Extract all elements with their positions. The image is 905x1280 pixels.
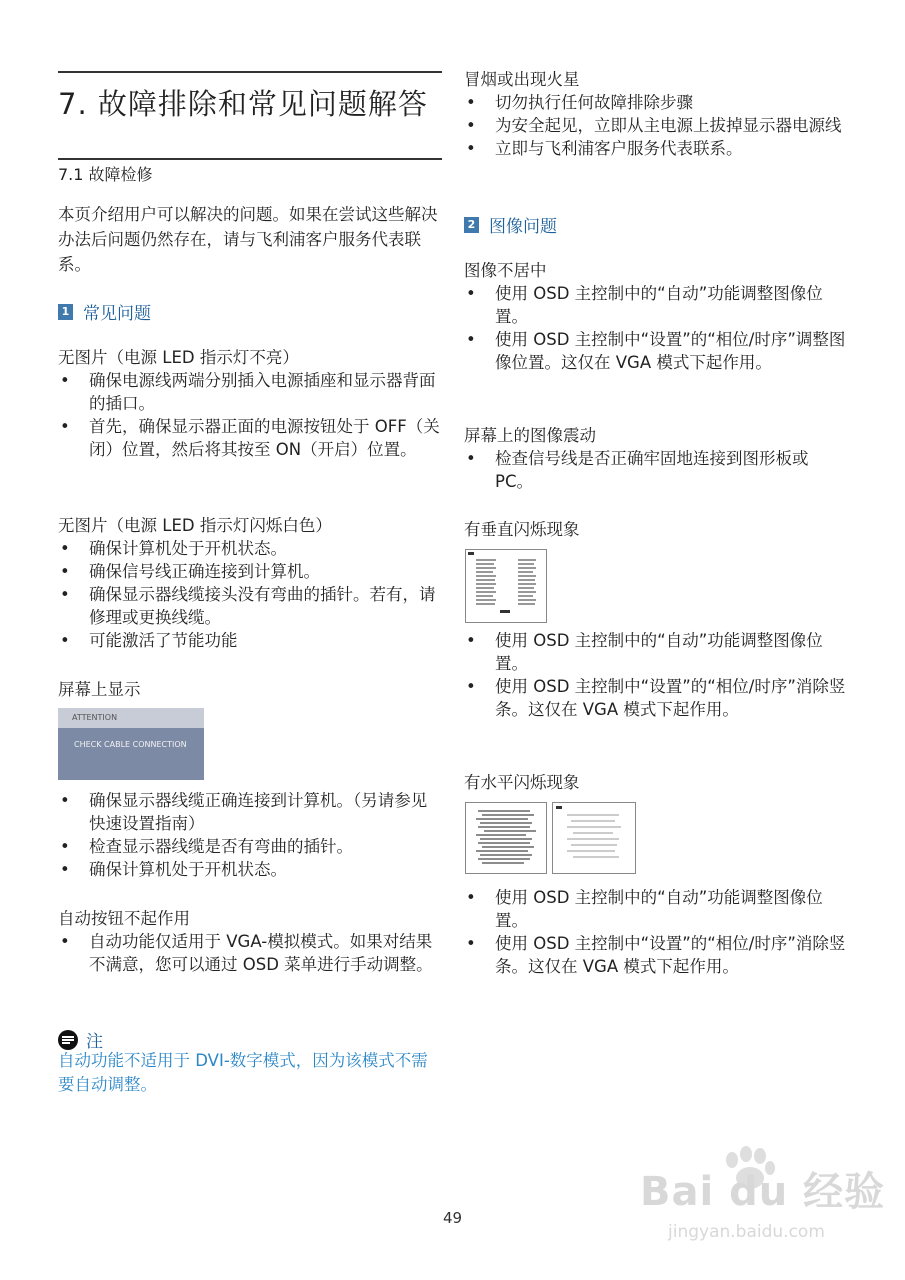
q2-heading: 无图片（电源 LED 指示灯闪烁白色） [58,516,332,535]
watermark-brand: Bai du 经验 [640,1169,886,1215]
q4-block [58,907,442,976]
q3-list-block [58,789,442,881]
section-rule [58,158,442,160]
section2-title: 图像问题 [489,217,557,237]
q2-block [58,514,442,652]
list-item: • 可能激活了节能功能 [58,629,442,652]
q3-list [58,789,442,881]
q6-block [464,259,848,374]
list-item: • 使用 OSD 主控制中的“自动”功能调整图像位置。 [464,282,848,328]
list-item: • 确保显示器线缆正确连接到计算机。（另请参见快速设置指南） [58,789,442,835]
note-text: 自动功能不适用于 DVI-数字模式，因为该模式不需要自动调整。 [58,1051,428,1094]
q5-heading: 冒烟或出现火星 [464,70,580,89]
list-item: • 使用 OSD 主控制中的“自动”功能调整图像位置。 [464,886,848,932]
q9-list-block [464,886,848,978]
list-item: • 确保显示器线缆接头没有弯曲的插针。若有，请修理或更换线缆。 [58,583,442,629]
section-title: 7.1 故障检修 [58,165,153,184]
list-item: • 确保计算机处于开机状态。 [58,537,442,560]
q5-block [464,68,848,160]
q3-heading: 屏幕上显示 [58,680,141,699]
horizontal-flicker-thumbnail-before [465,802,547,874]
list-item: • 使用 OSD 主控制中“设置”的“相位/时序”消除竖条。这仅在 VGA 模式下起作用。 [464,932,848,978]
vertical-flicker-thumbnail [465,549,547,623]
page-number: 49 [443,1209,463,1227]
list-item: • 确保信号线正确连接到计算机。 [58,560,442,583]
list-item: • 为安全起见，立即从主电源上拔掉显示器电源线 [464,114,848,137]
q3-heading-block [58,678,442,701]
q2-list [58,537,442,652]
chapter-title: 7. 故障排除和常见问题解答 [58,87,428,121]
q8-heading: 有垂直闪烁现象 [464,520,580,539]
list-item: • 立即与飞利浦客户服务代表联系。 [464,137,848,160]
q8-list [464,629,848,721]
list-item: • 切勿执行任何故障排除步骤 [464,91,848,114]
osd-title: ATTENTION [58,708,204,728]
intro-paragraph: 本页介绍用户可以解决的问题。如果在尝试这些解决办法后问题仍然存在，请与飞利浦客户服务代表联系。 [58,205,438,274]
osd-message: CHECK CABLE CONNECTION [74,740,187,749]
list-item: • 首先，确保显示器正面的电源按钮处于 OFF（关闭）位置，然后将其按至 ON（开启）位置。 [58,415,442,461]
horizontal-flicker-thumbnail-after [552,802,636,874]
q4-list [58,930,442,976]
section1-title: 常见问题 [83,304,151,324]
list-item: • 自动功能仅适用于 VGA-模拟模式。如果对结果不满意，您可以通过 OSD 菜单进行手动调整。 [58,930,442,976]
chapter-rule [58,71,442,73]
list-item: • 使用 OSD 主控制中“设置”的“相位/时序”消除竖条。这仅在 VGA 模式下起作用。 [464,675,848,721]
q5-list [464,91,848,160]
list-item: • 检查显示器线缆是否有弯曲的插针。 [58,835,442,858]
q4-heading: 自动按钮不起作用 [58,909,190,928]
q8-heading-block [464,518,848,541]
osd-warning-image [58,708,204,780]
q8-list-block [464,629,848,721]
watermark-url: jingyan.baidu.com [668,1222,825,1242]
q1-block [58,346,442,461]
section1-number: 1 [58,304,73,320]
list-item: • 确保电源线两端分别插入电源插座和显示器背面的插口。 [58,369,442,415]
q9-heading: 有水平闪烁现象 [464,773,580,792]
list-item: • 检查信号线是否正确牢固地连接到图形板或 PC。 [464,447,848,493]
list-item: • 使用 OSD 主控制中“设置”的“相位/时序”调整图像位置。这仅在 VGA 模式下起作用。 [464,328,848,374]
note-label: 注 [86,1032,103,1052]
q9-list [464,886,848,978]
q1-list [58,369,442,461]
section2-number: 2 [464,217,479,233]
note-icon [58,1030,78,1050]
q1-heading: 无图片（电源 LED 指示灯不亮） [58,348,299,367]
section1-heading [58,299,151,324]
q7-list [464,447,848,493]
q7-block [464,424,848,493]
q7-heading: 屏幕上的图像震动 [464,426,596,445]
list-item: • 确保计算机处于开机状态。 [58,858,442,881]
q6-list [464,282,848,374]
q9-heading-block [464,771,848,794]
section2-heading [464,212,557,237]
list-item: • 使用 OSD 主控制中的“自动”功能调整图像位置。 [464,629,848,675]
q6-heading: 图像不居中 [464,261,547,280]
